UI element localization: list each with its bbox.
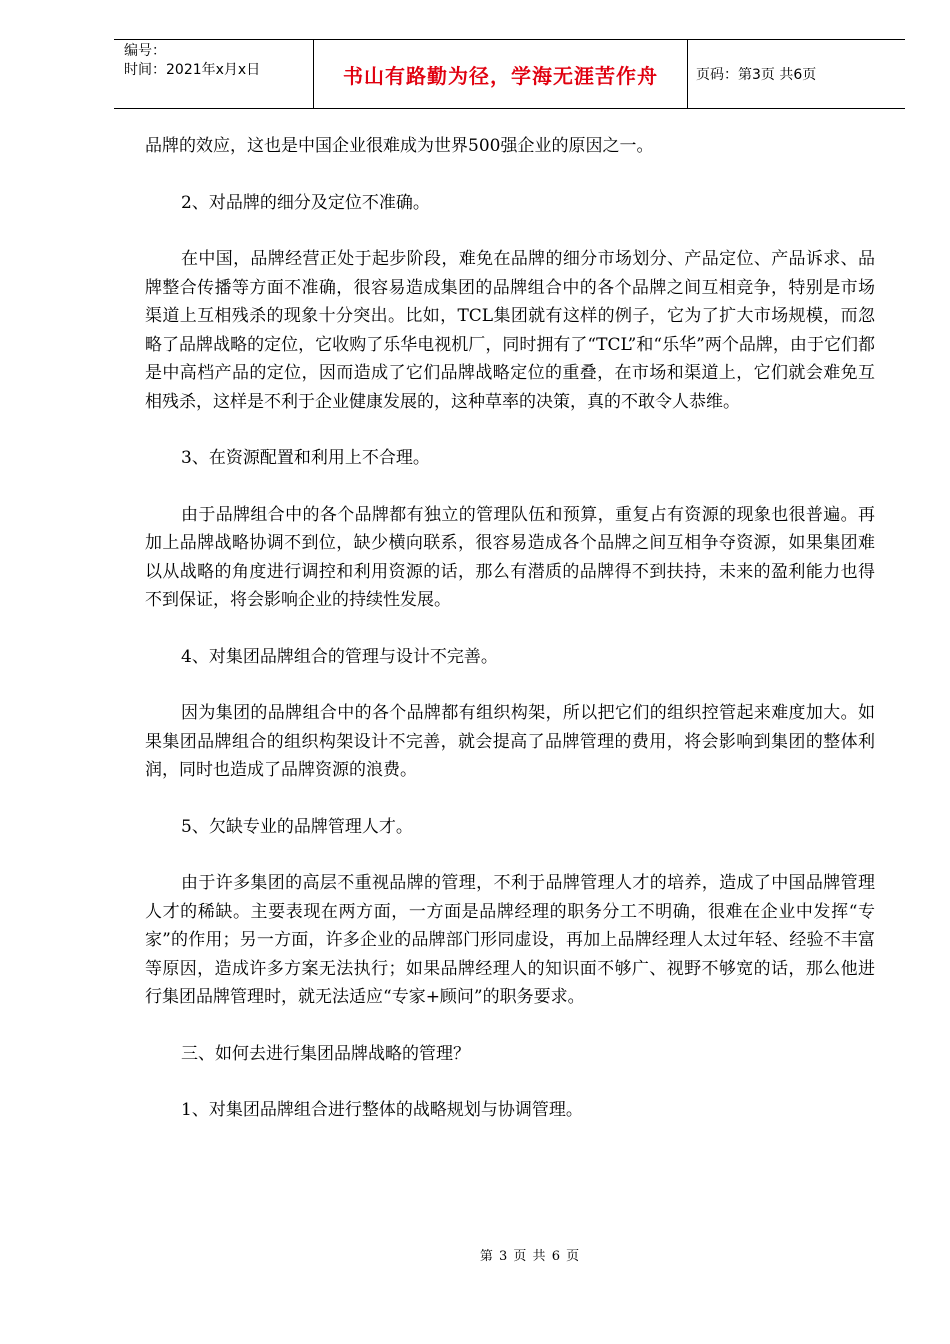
paragraph: 由于品牌组合中的各个品牌都有独立的管理队伍和预算，重复占有资源的现象也很普遍。再加上品牌战略协调不到位，缺少横向联系，很容易造成各个品牌之间互相争夺资源，如果集团难以从战略的角度进行调控和利用资源的话，那么有潜质的品牌得不到扶持，未来的盈利能力也得不到保证，将会影响企业的持续性发展。 xyxy=(145,504,875,610)
header-page-cell xyxy=(688,40,905,108)
page-header xyxy=(114,39,905,109)
chapter-heading: 三、如何去进行集团品牌战略的管理？ xyxy=(181,1043,470,1064)
paragraph: 在中国，品牌经营正处于起步阶段，难免在品牌的细分市场划分、产品定位、产品诉求、品牌整合传播等方面不准确，很容易造成集团的品牌组合中的各个品牌之间互相竞争，特别是市场渠道上互相残杀的现象十分突出。比如，TCL集团就有这样的例子，它为了扩大市场规模，而忽略了品牌战略的定位，它收购了乐华电视机厂，同时拥有了“TCL”和“乐华”两个品牌，由于它们都是中高档产品的定位，因而造成了它们品牌战略定位的重叠，在市场和渠道上，它们就会难免互相残杀，这样是不利于企业健康发展的，这种草率的决策，真的不敢令人恭维。 xyxy=(145,249,875,412)
section-heading: 1、对集团品牌组合进行整体的战略规划与协调管理。 xyxy=(181,1100,583,1120)
header-motto-cell xyxy=(314,40,688,108)
time-label: 时间：2021年x月x日 xyxy=(124,62,261,78)
footer-page-number: 第 3 页 共 6 页 xyxy=(479,1249,581,1264)
section-heading: 5、欠缺专业的品牌管理人才。 xyxy=(181,816,413,837)
section-heading: 3、在资源配置和利用上不合理。 xyxy=(181,448,430,468)
header-meta xyxy=(114,40,314,108)
paragraph: 因为集团的品牌组合中的各个品牌都有组织构架，所以把它们的组织控管起来难度加大。如果集团品牌组合的组织构架设计不完善，就会提高了品牌管理的费用，将会影响到集团的整体利润，同时也造成了品牌资源的浪费。 xyxy=(145,703,875,780)
document-body xyxy=(145,132,875,1125)
section-heading: 2、对品牌的细分及定位不准确。 xyxy=(181,192,430,213)
header-page-label: 页码：第3页 共6页 xyxy=(696,67,817,83)
section-heading: 4、对集团品牌组合的管理与设计不完善。 xyxy=(181,646,498,667)
doc-number-label: 编号： xyxy=(124,43,166,59)
paragraph: 由于许多集团的高层不重视品牌的管理，不利于品牌管理人才的培养，造成了中国品牌管理人才的稀缺。主要表现在两方面，一方面是品牌经理的职务分工不明确，很难在企业中发挥“专家”的作用；另一方面，许多企业的品牌部门形同虚设，再加上品牌经理人太过年轻、经验不丰富等原因，造成许多方案无法执行；如果品牌经理人的知识面不够广、视野不够宽的话，那么他进行集团品牌管理时，就无法适应“专家+顾问”的职务要求。 xyxy=(145,873,875,1007)
paragraph: 品牌的效应，这也是中国企业很难成为世界500强企业的原因之一。 xyxy=(145,136,654,156)
header-motto: 书山有路勤为径，学海无涯苦作舟 xyxy=(343,63,658,88)
page-footer xyxy=(0,1245,950,1264)
